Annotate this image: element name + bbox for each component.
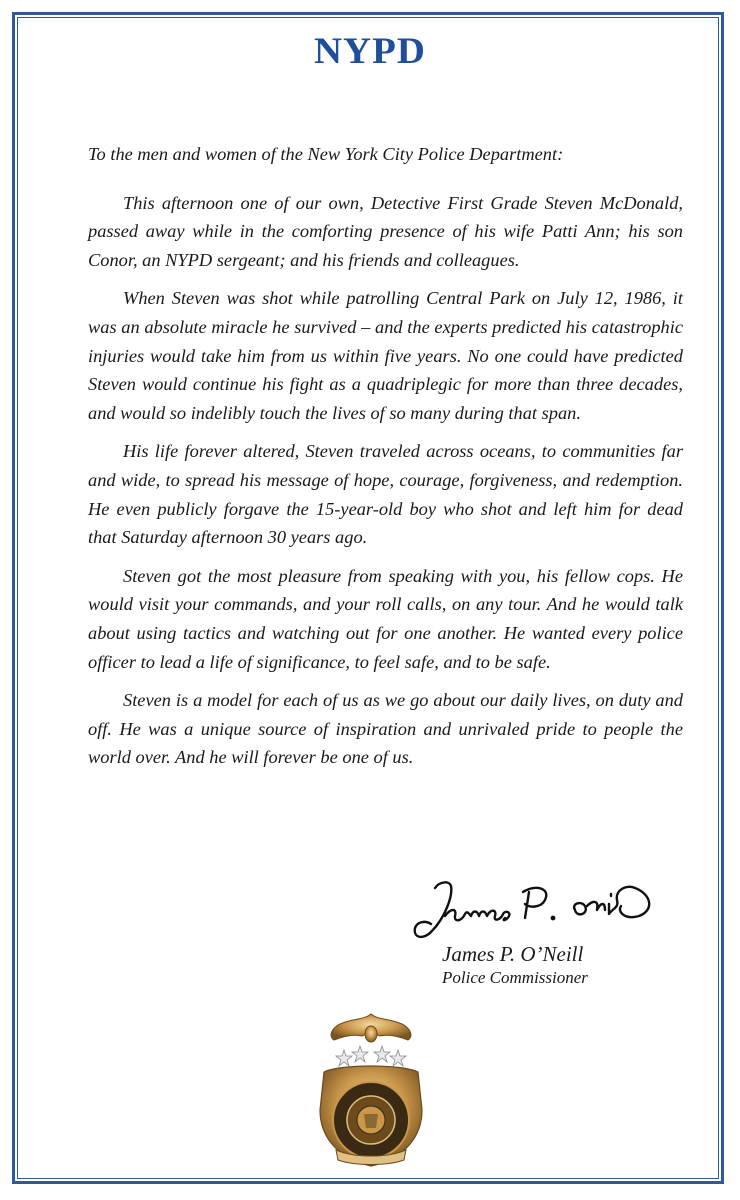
paragraph: Steven is a model for each of us as we go about our daily lives, on duty and off. He was a unique source of inspiration and unrivaled pride to people the world over. And he will forever be one of us. [88,690,683,768]
paragraph: This afternoon one of our own, Detective First Grade Steven McDonald, passed away while in the comforting presence of his wife Patti Ann; his son Conor, an NYPD sergeant; and his friends and colleagues. [88,192,683,270]
signatory-title: Police Commissioner [442,968,588,987]
commissioner-badge-seal [310,1010,432,1170]
salutation: To the men and women of the New York City Police Department: [88,144,564,164]
paragraph: When Steven was shot while patrolling Central Park on July 12, 1986, it was an absolute miracle he survived – and the experts predicted his catastrophic injuries would take him from us within five years. No one could have predicted Steven would continue his fight as a quadriplegic for more than three decades, and would so indelibly touch the lives of so many during that span. [88,288,683,423]
signatory-name: James P. O’Neill [442,942,584,966]
letter-body [88,140,683,782]
nypd-logo: NYPD [313,31,427,72]
paragraph: His life forever altered, Steven traveled across oceans, to communities far and wide, to spread his message of hope, courage, forgiveness, and redemption. He even publicly forgave the 15-year-old boy who shot and left him for dead that Saturday afternoon 30 years ago. [88,441,683,548]
paragraph: Steven got the most pleasure from speaking with you, his fellow cops. He would visit your commands, and your roll calls, on any tour. And he would talk about using tactics and watching out for one another. He wanted every police officer to lead a life of significance, to feel safe, and to be safe. [88,565,683,672]
handwritten-signature [405,870,675,950]
